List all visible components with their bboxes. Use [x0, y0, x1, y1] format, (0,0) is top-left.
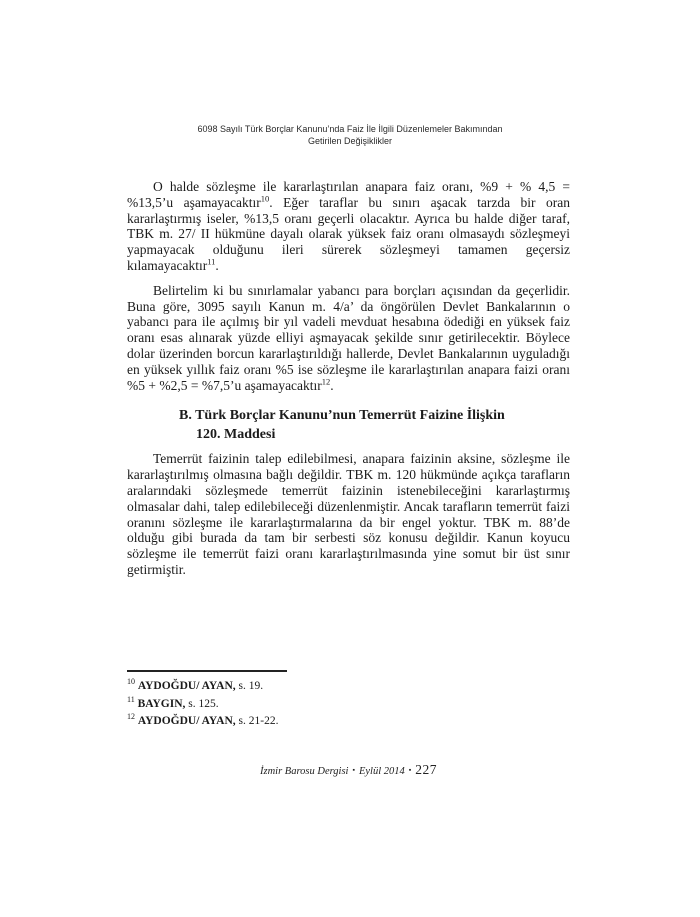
- footnote-12-author: AYDOĞDU/ AYAN,: [137, 715, 236, 727]
- footnote-12: [127, 713, 570, 731]
- paragraph-2-text: .: [330, 377, 334, 393]
- section-heading-line1: B. Türk Borçlar Kanunu’nun Temerrüt Faizine İlişkin: [179, 408, 505, 424]
- running-header-line1: 6098 Sayılı Türk Borçlar Kanunu’nda Faiz İle İlgili Düzenlemeler Bakımından: [197, 124, 503, 134]
- paragraph-1-text: . Eğer taraflar bu sınırı aşacak tarzda bir oran kararlaştırmış iseler, %13,5 oranı geçerli olacaktır. Ayrıca bu halde diğer taraf, TBK m. 27/ II hükmüne dayalı olarak yüksek faiz oranı olmasaydı sözleşmeyi yapmayacak olduğunu ileri sürerek sözleşmeyi tamamen geçersiz kılamayacaktır: [127, 194, 570, 273]
- page-body: [127, 179, 570, 587]
- footnote-11-author: BAYGIN,: [137, 697, 186, 710]
- issue-date: Eylül 2014: [358, 766, 405, 777]
- running-header: [0, 124, 700, 147]
- square-bullet-icon: ▪: [408, 766, 412, 774]
- footnote-12-text: s. 21-22.: [235, 715, 279, 727]
- running-header-line2: Getirilen Değişiklikler: [307, 135, 393, 146]
- footnote-10-number: 10: [127, 677, 135, 687]
- footnote-12-number: 12: [127, 712, 135, 722]
- journal-title: İzmir Barosu Dergisi: [260, 766, 349, 777]
- paragraph-1: [127, 179, 570, 274]
- paragraph-3: [127, 451, 570, 577]
- paragraph-1-text: O halde sözleşme ile kararlaştırılan anapara faiz oranı, %9 + % 4,5 = %13,5’u aşamayacaktır: [127, 179, 570, 210]
- paragraph-3-text: Temerrüt faizinin talep edilebilmesi, anapara faizinin aksine, sözleşme ile kararlaştırılmış olmasına bağlı değildir. TBK m. 120 hükmünde açıkça tarafların aralarındaki sözleşmede temerrüt faizinin istenebileceğini kararlaştırmış olmasalar dahi, talep edilebileceği düzenlenmiştir. Ancak tarafların temerrüt faizi oranını sözleşme ile kararlaştırmalarına da bir engel yoktur. TBK m. 88’de olduğu gibi burada da tam bir serbesti söz konusu değildir. Kanun koyucu sözleşme ile temerrüt faizi oranı kararlaştırılmasında yine somut bir üst sınır getirmiştir.: [127, 451, 570, 577]
- paragraph-2-text: Belirtelim ki bu sınırlamalar yabancı para borçları açısından da geçerlidir. Buna göre, 3095 sayılı Kanun m. 4/a’ da öngörülen Devlet Bankalarının o yabancı para ile açılmış bir yıl vadeli mevduat hesabına ödediği en yüksek faiz oranı esas alınarak yüzde elliyi aşmayacak şekilde sınır getirilecektir. Böylece dolar üzerinden borcun kararlaştırıldığı hallerde, Devlet Bankalarının uyguladığı en yüksek yıllık faiz oranı %5 ise sözleşme ile kararlaştırılan anapara faizi oranı %5 + %2,5 = %7,5’u aşamayacaktır: [127, 282, 570, 393]
- footnote-separator-rule: [127, 670, 287, 672]
- footnote-10-author: AYDOĞDU/ AYAN,: [137, 680, 236, 692]
- page-footer: [127, 762, 570, 778]
- page-number: 227: [415, 762, 437, 777]
- footnotes-section: [127, 670, 570, 731]
- footnote-ref-10: 10: [260, 193, 270, 204]
- paragraph-2: [127, 283, 570, 394]
- footnote-11-text: s. 125.: [185, 697, 219, 710]
- square-bullet-icon: ▪: [352, 766, 355, 774]
- section-heading-b: [127, 407, 570, 444]
- footnote-10-text: s. 19.: [235, 680, 264, 692]
- footnote-ref-11: 11: [207, 256, 216, 267]
- paragraph-1-text: .: [215, 257, 219, 273]
- footnote-11-number: 11: [127, 694, 135, 704]
- footnote-10: [127, 678, 570, 696]
- footnote-11: [127, 696, 570, 714]
- footnote-ref-12: 12: [321, 376, 331, 387]
- section-heading-line2: 120. Maddesi: [196, 426, 276, 442]
